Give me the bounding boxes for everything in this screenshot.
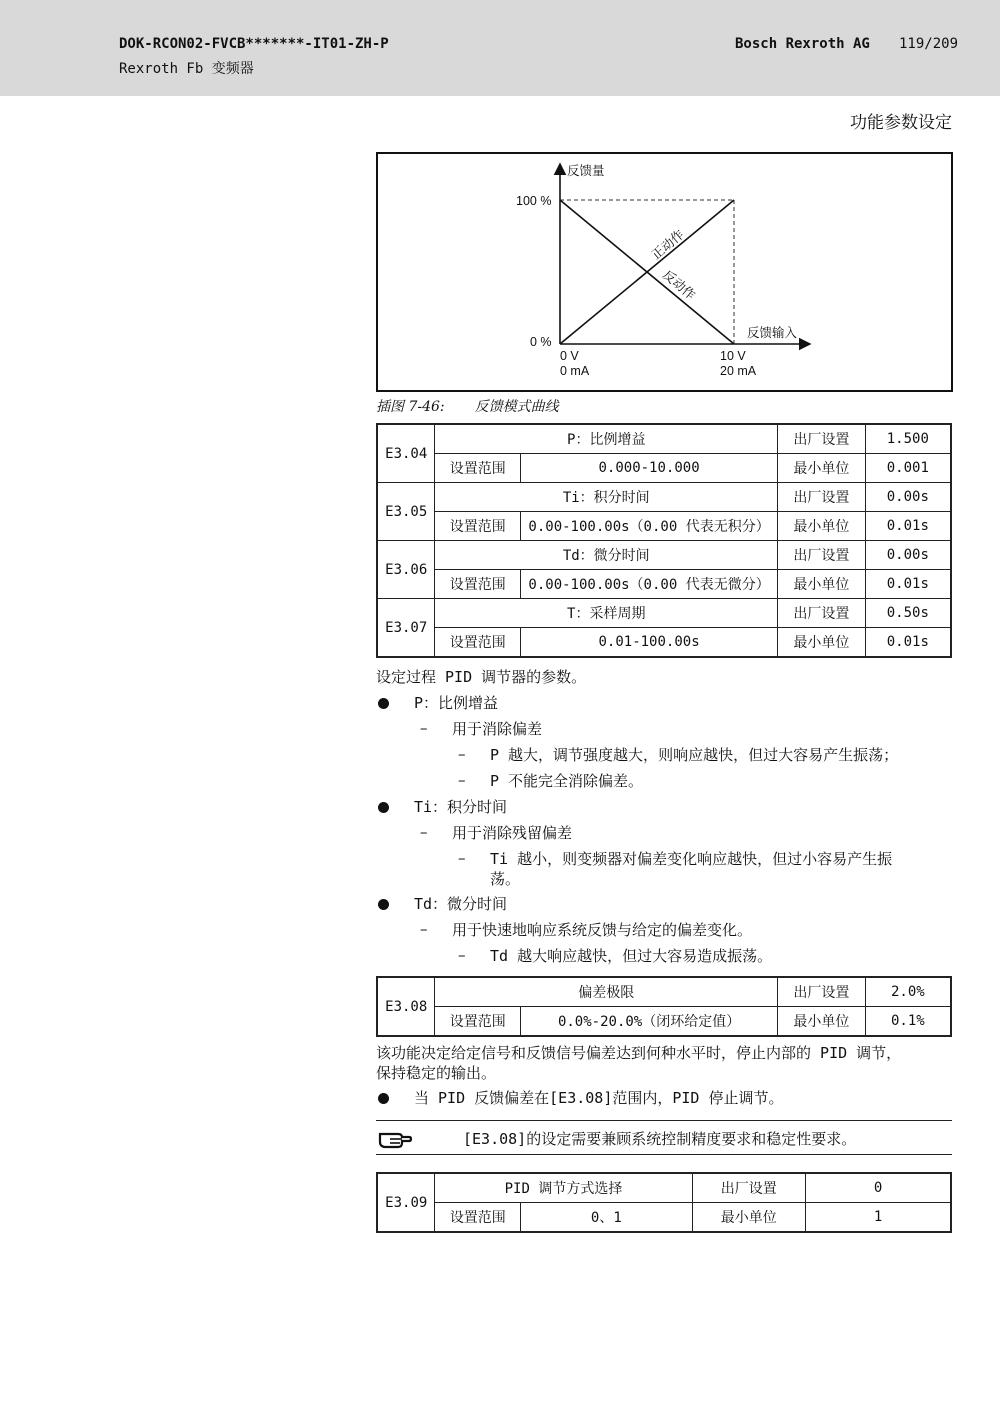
- forward-action-label: 正动作: [648, 227, 687, 263]
- e308-desc-line-2: 保持稳定的输出。: [376, 1064, 497, 1082]
- unit-value: 0.01s: [865, 512, 951, 541]
- range-label: 设置范围: [435, 454, 521, 483]
- unit-value: 0.001: [865, 454, 951, 483]
- range-label: 设置范围: [435, 1007, 521, 1037]
- factory-label: 出厂设置: [778, 541, 866, 570]
- x-start-v: 0 V: [560, 349, 579, 363]
- pointing-hand-icon: [378, 1128, 412, 1154]
- ti-title: Ti：积分时间: [414, 798, 508, 816]
- dash-icon: –: [420, 719, 428, 737]
- td-detail-1: Td 越大响应越快，但过大容易造成振荡。: [490, 947, 773, 965]
- unit-label: 最小单位: [778, 628, 866, 658]
- y-axis-label: 反馈量: [567, 164, 605, 178]
- table-row: [377, 541, 951, 570]
- param-name: Td：微分时间: [435, 541, 778, 570]
- table-row: [377, 483, 951, 512]
- note-bottom-rule: [376, 1154, 952, 1155]
- p-title: P：比例增益: [414, 694, 499, 712]
- table-row: [377, 512, 951, 541]
- unit-value: 0.1%: [865, 1007, 951, 1037]
- unit-label: 最小单位: [778, 1007, 866, 1037]
- dash-icon: –: [420, 920, 428, 938]
- range-value: 0.01-100.00s: [521, 628, 778, 658]
- intro-text: 设定过程 PID 调节器的参数。: [376, 668, 587, 686]
- param-code: E3.04: [377, 424, 435, 483]
- ti-detail-1-cont: 荡。: [490, 870, 521, 888]
- table-row: [377, 977, 951, 1007]
- x-end-ma: 20 mA: [720, 364, 757, 378]
- unit-label: 最小单位: [778, 512, 866, 541]
- param-name: PID 调节方式选择: [435, 1173, 692, 1203]
- factory-label: 出厂设置: [778, 483, 866, 512]
- bullet-icon: [378, 698, 389, 709]
- factory-label: 出厂设置: [778, 424, 866, 454]
- unit-label: 最小单位: [692, 1203, 806, 1233]
- param-code: E3.07: [377, 599, 435, 658]
- page-header: [0, 0, 1000, 96]
- p-detail-1: P 越大，调节强度越大，则响应越快，但过大容易产生振荡；: [490, 746, 899, 764]
- dash-icon: –: [458, 849, 466, 867]
- param-table-e309: [376, 1172, 952, 1233]
- ti-detail-1: Ti 越小，则变频器对偏差变化响应越快，但过小容易产生振: [490, 850, 893, 868]
- unit-label: 最小单位: [778, 454, 866, 483]
- product-name: Rexroth Fb 变频器: [119, 61, 254, 77]
- unit-label: 最小单位: [778, 570, 866, 599]
- e308-bullet: 当 PID 反馈偏差在[E3.08]范围内，PID 停止调节。: [414, 1089, 784, 1107]
- y-min-label: 0 %: [530, 335, 552, 349]
- reverse-action-label: 反动作: [660, 267, 698, 303]
- ti-sub: 用于消除残留偏差: [452, 824, 573, 842]
- dash-icon: –: [420, 823, 428, 841]
- dash-icon: –: [458, 771, 466, 789]
- factory-label: 出厂设置: [692, 1173, 806, 1203]
- caption-title: 反馈模式曲线: [474, 399, 559, 415]
- section-title: 功能参数设定: [850, 113, 952, 133]
- x-axis-label: 反馈输入: [747, 326, 798, 340]
- x-start-ma: 0 mA: [560, 364, 590, 378]
- factory-value: 0.50s: [865, 599, 951, 628]
- factory-value: 0.00s: [865, 483, 951, 512]
- unit-value: 1: [806, 1203, 951, 1233]
- param-code: E3.09: [377, 1173, 435, 1232]
- factory-label: 出厂设置: [778, 599, 866, 628]
- range-label: 设置范围: [435, 512, 521, 541]
- company-name: Bosch Rexroth AG: [735, 36, 870, 52]
- param-table-e304-e307: [376, 423, 952, 658]
- param-name: T：采样周期: [435, 599, 778, 628]
- param-code: E3.08: [377, 977, 435, 1036]
- bullet-icon: [378, 802, 389, 813]
- unit-value: 0.01s: [865, 570, 951, 599]
- range-label: 设置范围: [435, 570, 521, 599]
- factory-value: 0: [806, 1173, 951, 1203]
- dash-icon: –: [458, 946, 466, 964]
- range-value: 0.00-100.00s（0.00 代表无积分）: [521, 512, 778, 541]
- table-row: [377, 454, 951, 483]
- figure-caption: [376, 396, 559, 416]
- range-label: 设置范围: [435, 1203, 521, 1233]
- table-row: [377, 1173, 951, 1203]
- table-row: [377, 628, 951, 658]
- table-row: [377, 570, 951, 599]
- factory-value: 1.500: [865, 424, 951, 454]
- range-value: 0.000-10.000: [521, 454, 778, 483]
- param-table-e308: [376, 976, 952, 1037]
- factory-label: 出厂设置: [778, 977, 866, 1007]
- y-max-label: 100 %: [516, 194, 552, 208]
- note-text: [E3.08]的设定需要兼顾系统控制精度要求和稳定性要求。: [463, 1130, 857, 1148]
- table-row: [377, 599, 951, 628]
- factory-value: 2.0%: [865, 977, 951, 1007]
- table-row: [377, 1007, 951, 1037]
- feedback-mode-chart: [378, 154, 951, 390]
- feedback-mode-figure: [376, 152, 953, 392]
- param-code: E3.05: [377, 483, 435, 541]
- td-title: Td：微分时间: [414, 895, 508, 913]
- page-number: 119/209: [899, 36, 959, 52]
- param-name: Ti：积分时间: [435, 483, 778, 512]
- x-end-v: 10 V: [720, 349, 746, 363]
- bullet-icon: [378, 899, 389, 910]
- factory-value: 0.00s: [865, 541, 951, 570]
- e308-desc-line-1: 该功能决定给定信号和反馈信号偏差达到何种水平时，停止内部的 PID 调节，: [376, 1044, 902, 1062]
- p-sub: 用于消除偏差: [452, 720, 543, 738]
- param-code: E3.06: [377, 541, 435, 599]
- unit-value: 0.01s: [865, 628, 951, 658]
- dash-icon: –: [458, 745, 466, 763]
- range-label: 设置范围: [435, 628, 521, 658]
- note-top-rule: [376, 1120, 952, 1121]
- td-sub: 用于快速地响应系统反馈与给定的偏差变化。: [452, 921, 753, 939]
- document-id: DOK-RCON02-FVCB*******-IT01-ZH-P: [119, 36, 389, 52]
- caption-number: 插图 7-46:: [376, 399, 445, 415]
- p-detail-2: P 不能完全消除偏差。: [490, 772, 644, 790]
- table-row: [377, 1203, 951, 1233]
- param-name: 偏差极限: [435, 977, 778, 1007]
- param-name: P：比例增益: [435, 424, 778, 454]
- range-value: 0、1: [521, 1203, 692, 1233]
- bullet-icon: [378, 1093, 389, 1104]
- range-value: 0.00-100.00s（0.00 代表无微分）: [521, 570, 778, 599]
- table-row: [377, 424, 951, 454]
- range-value: 0.0%-20.0%（闭环给定值）: [521, 1007, 778, 1037]
